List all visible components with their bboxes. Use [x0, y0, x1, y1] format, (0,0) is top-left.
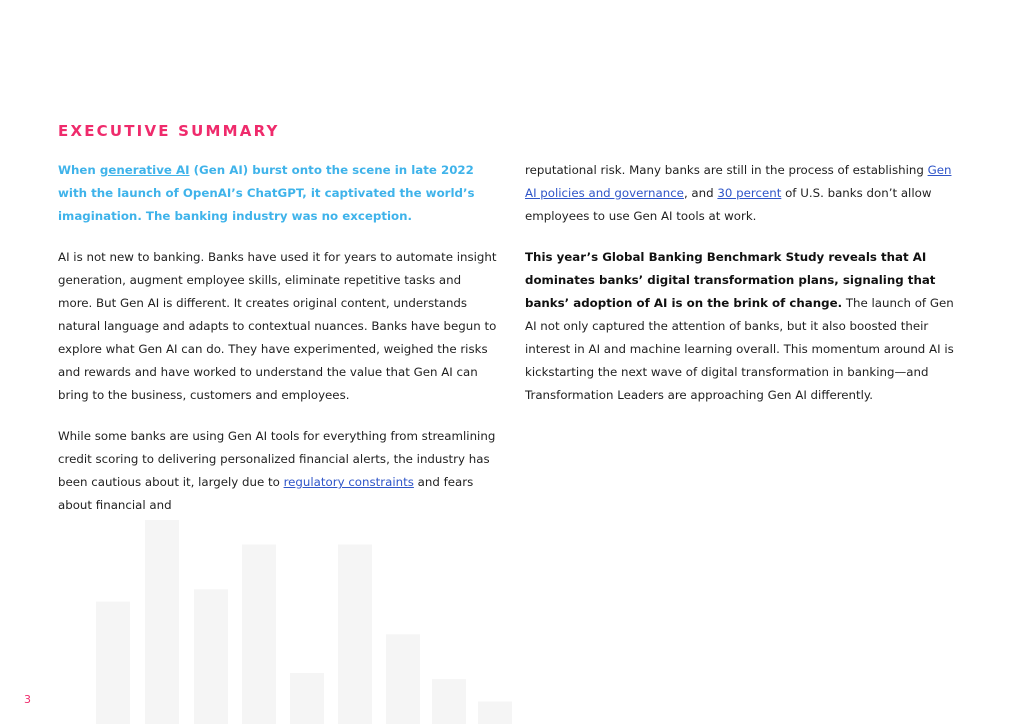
- page-number: 3: [24, 693, 31, 706]
- decorative-bar: [194, 589, 228, 724]
- decorative-bar: [386, 634, 420, 724]
- decorative-bar: [96, 602, 130, 724]
- decorative-bar: [478, 702, 512, 724]
- key-finding: This year’s Global Banking Benchmark Study reveals that AI dominates banks’ digital transformation plans, signaling that banks’ adoption of AI is on the brink of change.: [525, 250, 936, 310]
- right-column: [525, 159, 965, 407]
- body-paragraph-2: While some banks are using Gen AI tools for everything from streamlining credit scoring to delivering personalized financial alerts, the industry has been cautious about it, largely due to regulatory constraints and fears about financial and: [58, 429, 496, 512]
- decorative-bar: [432, 679, 466, 724]
- thirty-percent-link[interactable]: 30 percent: [717, 186, 782, 200]
- gen-ai-policies-link[interactable]: Gen AI policies and governance: [525, 163, 952, 200]
- body-paragraph-1: AI is not new to banking. Banks have used it for years to automate insight generation, augment employee skills, eliminate repetitive tasks and more. But Gen AI is different. It creates original content, understands natural language and adapts to contextual nuances. Banks have begun to explore what Gen AI can do. They have experimented, weighed the risks and rewards and have worked to understand the value that Gen AI can bring to the business, customers and employees.: [58, 250, 497, 402]
- decorative-bar: [338, 544, 372, 724]
- regulatory-constraints-link[interactable]: regulatory constraints: [283, 475, 414, 489]
- lead-paragraph: When generative AI (Gen AI) burst onto the scene in late 2022 with the launch of OpenAI’s ChatGPT, it captivated the world’s imagination. The banking industry was no exception.: [58, 163, 475, 223]
- left-column: [58, 159, 498, 517]
- page-heading: EXECUTIVE SUMMARY: [58, 122, 280, 140]
- body-paragraph-3: reputational risk. Many banks are still in the process of establishing Gen AI policies and governance, and 30 percent of U.S. banks don’t allow employees to use Gen AI tools at work.: [525, 163, 952, 223]
- generative-ai-link[interactable]: generative AI: [99, 163, 190, 177]
- body-paragraph-4: This year’s Global Banking Benchmark Study reveals that AI dominates banks’ digital transformation plans, signaling that banks’ adoption of AI is on the brink of change. The launch of Gen AI not only captured the attention of banks, but it also boosted their interest in AI and machine learning overall. This momentum around AI is kickstarting the next wave of digital transformation in banking—and Transformation Leaders are approaching Gen AI differently.: [525, 250, 954, 402]
- decorative-bar: [145, 520, 179, 724]
- decorative-bar: [290, 673, 324, 724]
- decorative-bar: [242, 544, 276, 724]
